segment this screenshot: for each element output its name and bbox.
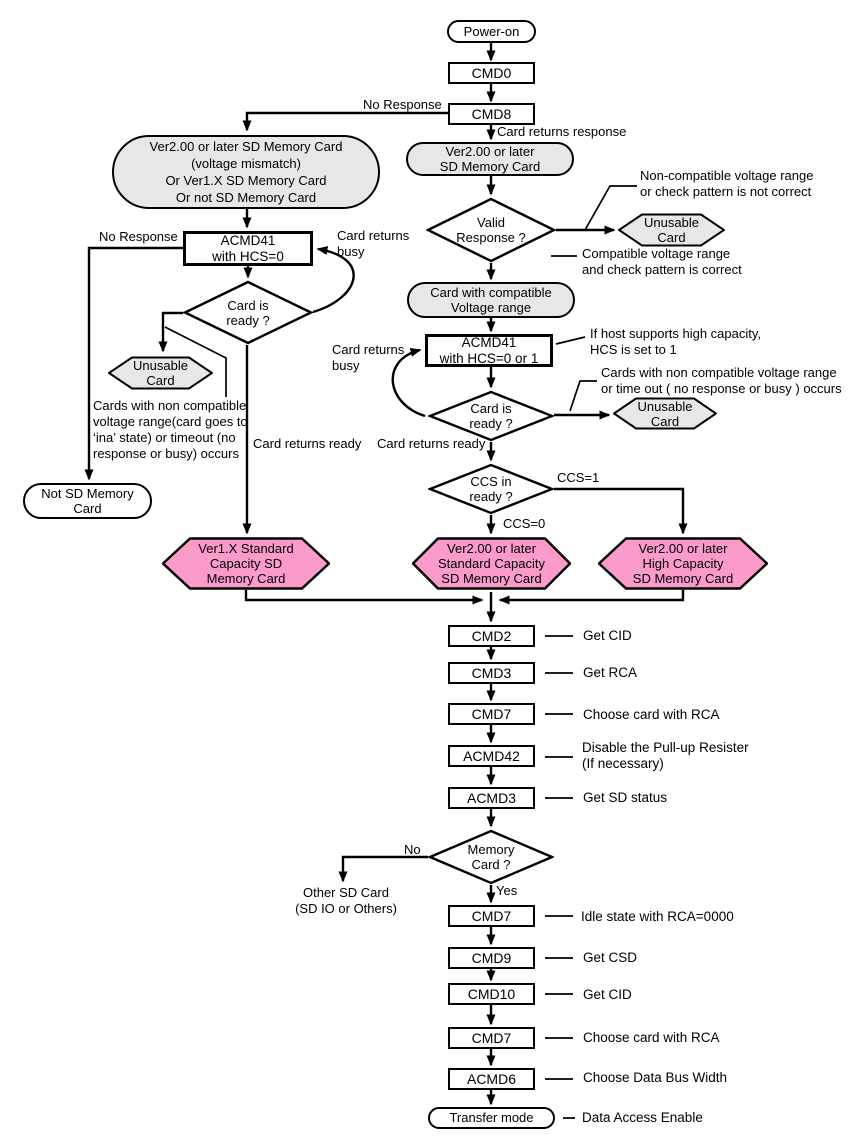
cmd0-process: CMD0 [448, 62, 535, 84]
power-on-terminator: Power-on [447, 20, 536, 43]
cmd7-process-1: CMD7 [448, 703, 535, 725]
edge-label-card-returns-response: Card returns response [497, 124, 627, 139]
edge-label-ccs1: CCS=1 [557, 470, 600, 485]
unusable-card-hexagon-top: Unusable Card [618, 213, 725, 247]
desc-get-sd-status: Get SD status [583, 790, 668, 805]
unusable-card-hexagon-right: Unusable Card [613, 397, 717, 430]
cmd8-process: CMD8 [448, 103, 535, 125]
cmd2-process: CMD2 [448, 625, 535, 647]
ver1x-standard-capacity-result: Ver1.X Standard Capacity SD Memory Card [162, 537, 330, 590]
cmd3-process: CMD3 [448, 662, 535, 684]
annotation-other-sd-card: Other SD Card (SD IO or Others) [295, 885, 397, 916]
ver2-sd-card-terminator: Ver2.00 or later SD Memory Card [406, 142, 574, 176]
memory-card-decision: Memory Card ? [428, 829, 554, 885]
edge-label-card-returns-ready-left: Card returns ready [253, 436, 362, 451]
edge-label-card-returns-busy-right: Card returns busy [332, 342, 405, 373]
desc-get-rca: Get RCA [583, 665, 638, 680]
cmd7-process-2: CMD7 [448, 905, 535, 927]
desc-choose-bus-width: Choose Data Bus Width [583, 1070, 728, 1085]
acmd6-process: ACMD6 [448, 1068, 535, 1090]
desc-choose-card-1: Choose card with RCA [583, 707, 720, 722]
desc-get-cid-2: Get CID [583, 987, 632, 1002]
annotation-non-compatible-mid: Cards with non compatible voltage range or time out ( no response or busy ) occurs [601, 365, 842, 396]
card-ready-decision-left: Card is ready ? [183, 280, 313, 345]
acmd41-hcs0-process: ACMD41 with HCS=0 [183, 231, 313, 266]
edge-label-no-response-left: No Response [99, 229, 178, 244]
annotation-non-compatible-top: Non-compatible voltage range or check pattern is not correct [640, 168, 814, 199]
cmd10-process: CMD10 [448, 983, 535, 1005]
edge-label-no-response-top: No Response [363, 97, 442, 112]
desc-disable-pullup: Disable the Pull-up Resister (If necessary) [582, 740, 749, 771]
edge-label-yes: Yes [496, 883, 518, 898]
valid-response-decision: Valid Response ? [426, 197, 556, 263]
edge-label-card-returns-ready-right: Card returns ready [377, 436, 486, 451]
annotation-compatible: Compatible voltage range and check pattern is correct [582, 246, 742, 277]
compatible-voltage-terminator: Card with compatible Voltage range [407, 282, 575, 318]
acmd3-process: ACMD3 [448, 787, 535, 809]
unusable-card-hexagon-left: Unusable Card [108, 356, 213, 390]
transfer-mode-terminator: Transfer mode [428, 1107, 555, 1129]
annotation-left-note: Cards with non compatible voltage range(card goes to ‘ina’ state) or timeout (no response or busy) occurs [93, 398, 248, 461]
not-sd-card-terminator: Not SD Memory Card [23, 483, 152, 519]
voltage-mismatch-card-terminator: Ver2.00 or later SD Memory Card (voltage mismatch) Or Ver1.X SD Memory Card Or not SD Memory Card [112, 135, 380, 209]
desc-get-cid: Get CID [583, 628, 632, 643]
desc-data-access-enable: Data Access Enable [582, 1110, 703, 1125]
acmd42-process: ACMD42 [448, 745, 535, 767]
desc-choose-card-2: Choose card with RCA [583, 1030, 720, 1045]
annotation-hcs: If host supports high capacity, HCS is set to 1 [590, 326, 762, 357]
cmd7-process-3: CMD7 [448, 1027, 535, 1049]
edge-label-ccs0: CCS=0 [503, 516, 546, 531]
acmd41-hcs01-process: ACMD41 with HCS=0 or 1 [425, 334, 553, 367]
card-ready-decision-right: Card is ready ? [428, 390, 554, 442]
desc-idle-state: Idle state with RCA=0000 [581, 909, 734, 924]
ccs-ready-decision: CCS in ready ? [428, 463, 554, 515]
ver2-standard-capacity-result: Ver2.00 or later Standard Capacity SD Memory Card [412, 537, 571, 590]
desc-get-csd: Get CSD [583, 950, 638, 965]
edge-label-no: No [404, 842, 421, 857]
cmd9-process: CMD9 [448, 947, 535, 969]
edge-label-card-returns-busy-left: Card returns busy [337, 228, 410, 259]
ver2-high-capacity-result: Ver2.00 or later High Capacity SD Memory Card [598, 537, 768, 590]
